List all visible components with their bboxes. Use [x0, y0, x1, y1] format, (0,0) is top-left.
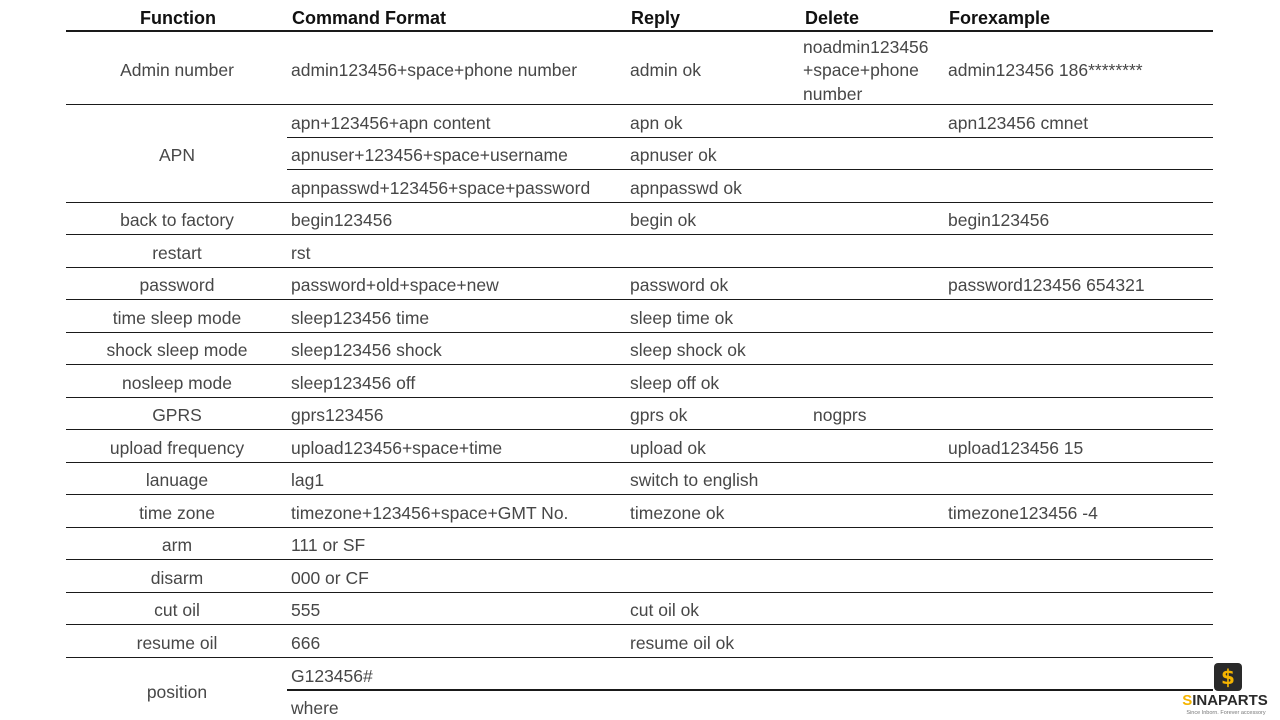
table-row-function: back to factory: [120, 210, 234, 230]
row-divider: [66, 332, 1213, 333]
table-row-function: shock sleep mode: [106, 340, 248, 360]
table-row-command: lag1: [291, 470, 325, 490]
table-row-function: resume oil: [136, 633, 218, 653]
table-row-function: password: [139, 275, 215, 295]
table-row-delete-line: number: [803, 84, 863, 104]
table-row-reply: password ok: [630, 275, 729, 295]
table-row-function: restart: [152, 243, 202, 263]
table-row-function: lanuage: [145, 470, 209, 490]
table-row-example: upload123456 15: [948, 438, 1084, 458]
table-row-function: GPRS: [152, 405, 202, 425]
table-row-reply: sleep shock ok: [630, 340, 746, 360]
table-row-reply: apnuser ok: [630, 145, 717, 165]
header-reply: Reply: [631, 8, 681, 28]
table-row-function: nosleep mode: [122, 373, 232, 393]
table-row-command: 000 or CF: [291, 568, 369, 588]
table-row-reply: apnpasswd ok: [630, 178, 742, 198]
row-divider: [66, 494, 1213, 495]
header-delete: Delete: [805, 8, 860, 28]
row-divider: [66, 397, 1213, 398]
table-row-command: upload123456+space+time: [291, 438, 503, 458]
table-row-command: apnpasswd+123456+space+password: [291, 178, 591, 198]
sub-row-divider: [287, 137, 1213, 138]
table-row-function: cut oil: [154, 600, 200, 620]
row-divider: [66, 527, 1213, 528]
header-forexample: Forexample: [949, 8, 1051, 28]
table-row-reply: upload ok: [630, 438, 706, 458]
table-row-command: sleep123456 time: [291, 308, 430, 328]
table-row-function: time sleep mode: [112, 308, 242, 328]
table-row-example: begin123456: [948, 210, 1050, 230]
table-row-example: admin123456 186********: [948, 60, 1143, 80]
table-row-function: position: [146, 682, 208, 702]
table-row-example: apn123456 cmnet: [948, 113, 1089, 133]
table-row-delete: nogprs: [813, 405, 867, 425]
table-row-command: apnuser+123456+space+username: [291, 145, 568, 165]
table-row-command: where: [291, 698, 339, 718]
row-divider: [66, 234, 1213, 235]
table-row-command: 111 or SF: [291, 535, 366, 555]
table-row-delete-line: noadmin123456: [803, 37, 929, 57]
table-row-command: password+old+space+new: [291, 275, 499, 295]
table-row-command: sleep123456 off: [291, 373, 416, 393]
table-row-function: disarm: [150, 568, 204, 588]
sub-row-divider: [287, 689, 1213, 691]
table-row-function: arm: [161, 535, 193, 555]
table-row-command: 666: [291, 633, 321, 653]
table-row-reply: apn ok: [630, 113, 683, 133]
row-divider: [66, 657, 1213, 658]
table-row-reply: sleep off ok: [630, 373, 720, 393]
row-divider: [66, 202, 1213, 203]
table-row-reply: cut oil ok: [630, 600, 700, 620]
table-row-command: gprs123456: [291, 405, 384, 425]
table-row-delete-line: +space+phone: [803, 60, 919, 80]
table-row-reply: gprs ok: [630, 405, 688, 425]
table-row-reply: begin ok: [630, 210, 697, 230]
row-divider: [66, 559, 1213, 560]
table-row-reply: resume oil ok: [630, 633, 735, 653]
table-row-function: time zone: [139, 503, 215, 523]
row-divider: [66, 299, 1213, 300]
row-divider: [66, 462, 1213, 463]
sinaparts-logo: [1180, 663, 1270, 720]
table-row-function: Admin number: [120, 60, 234, 80]
table-row-example: password123456 654321: [948, 275, 1145, 295]
header-command-format: Command Format: [292, 8, 447, 28]
table-row-function: APN: [159, 145, 195, 165]
logo-tagline: Since Inborn. Forever accessory: [1186, 710, 1266, 716]
table-row-reply: admin ok: [630, 60, 702, 80]
table-row-command: begin123456: [291, 210, 393, 230]
table-row-command: G123456#: [291, 666, 373, 686]
table-row-command: rst: [291, 243, 311, 263]
header-divider: [66, 30, 1213, 32]
table-row-reply: sleep time ok: [630, 308, 734, 328]
table-row-command: 555: [291, 600, 321, 620]
row-divider: [66, 364, 1213, 365]
row-divider: [66, 624, 1213, 625]
table-row-reply: switch to english: [630, 470, 759, 490]
row-divider: [66, 267, 1213, 268]
table-row-example: timezone123456 -4: [948, 503, 1098, 523]
table-row-command: timezone+123456+space+GMT No.: [291, 503, 569, 523]
table-row-reply: timezone ok: [630, 503, 725, 523]
row-divider: [66, 104, 1213, 105]
sub-row-divider: [287, 169, 1213, 170]
sinaparts-s-icon: $: [1214, 663, 1242, 691]
logo-wordmark: SINAPARTS: [1182, 692, 1268, 709]
table-row-command: apn+123456+apn content: [291, 113, 491, 133]
row-divider: [66, 429, 1213, 430]
row-divider: [66, 592, 1213, 593]
header-function: Function: [140, 8, 216, 28]
table-row-command: sleep123456 shock: [291, 340, 442, 360]
table-row-command: admin123456+space+phone number: [291, 60, 578, 80]
table-row-function: upload frequency: [109, 438, 245, 458]
